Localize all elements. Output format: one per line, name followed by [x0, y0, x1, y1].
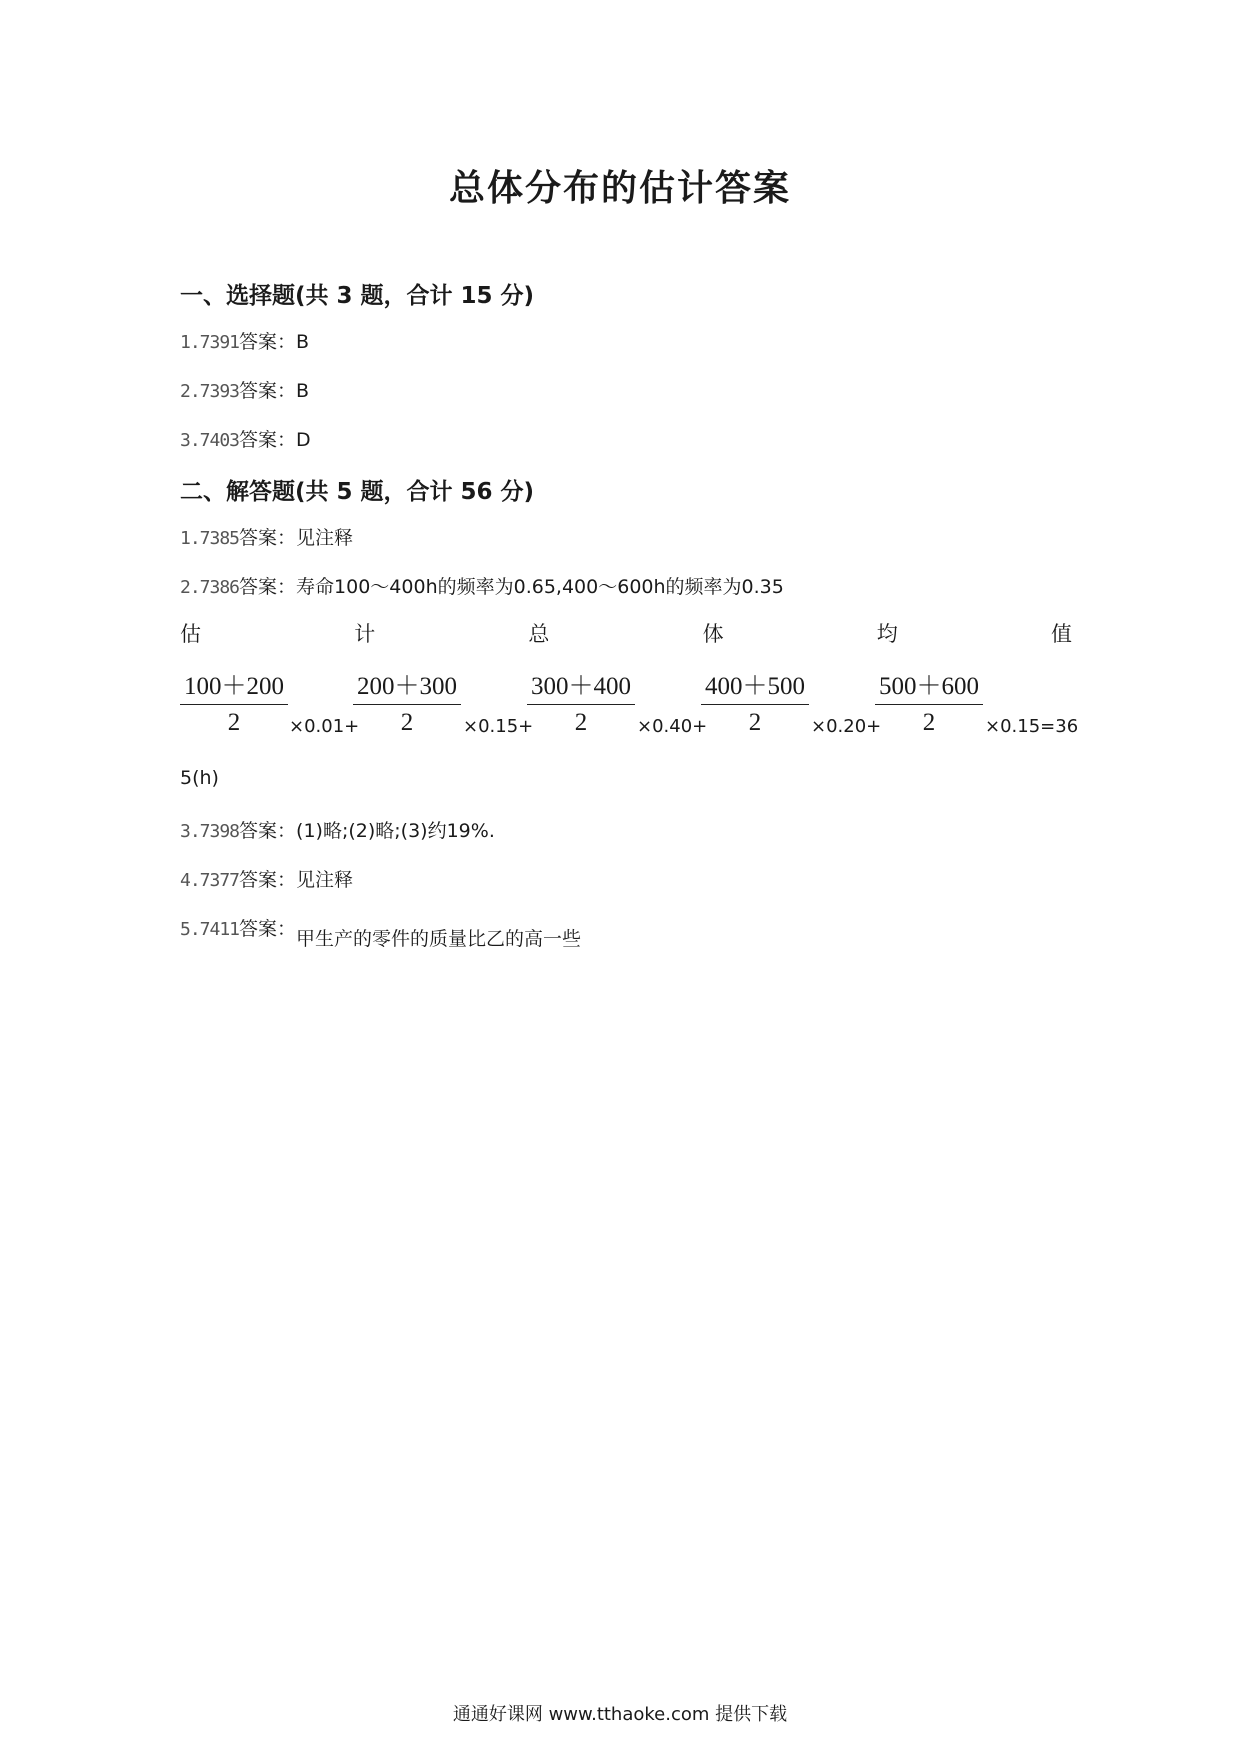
question-number: 3.7398 [180, 821, 240, 842]
answer-value: B [296, 380, 310, 402]
solution-line-4 [180, 865, 353, 892]
solution-line-1 [180, 523, 353, 550]
fraction-denominator: 2 [748, 709, 762, 736]
spread-char: 计 [354, 622, 376, 646]
solution-line-2 [180, 572, 784, 599]
fraction-denominator: 2 [574, 709, 588, 736]
answer-value: 甲生产的零件的质量比乙的高一些 [296, 928, 582, 950]
fraction-multiplier: ×0.15+ [463, 716, 534, 737]
answer-label: 答案： [239, 918, 297, 940]
answer-value: 见注释 [296, 869, 354, 891]
answer-label: 答案： [239, 820, 297, 842]
fraction-numerator: 500＋600 [875, 670, 983, 705]
spread-char: 值 [1050, 622, 1072, 646]
answer-label: 答案： [239, 527, 297, 549]
page-title: 总体分布的估计答案 [448, 168, 791, 209]
answer-label: 答案： [239, 429, 297, 451]
fraction-multiplier: ×0.15=36 [985, 716, 1079, 737]
answer-line-2 [180, 376, 309, 403]
fraction-3 [527, 670, 635, 741]
spread-char: 估 [180, 622, 201, 646]
spread-char: 体 [702, 622, 724, 646]
fraction-numerator: 400＋500 [701, 670, 809, 705]
question-number: 3.7403 [180, 430, 240, 451]
fraction-denominator: 2 [922, 709, 936, 736]
question-number: 1.7385 [180, 528, 240, 549]
answer-label: 答案： [239, 576, 297, 598]
question-number: 1.7391 [180, 332, 240, 353]
solution-line-3 [180, 816, 495, 843]
fraction-4 [701, 670, 809, 741]
answer-value: 寿命100～400h的频率为0.65,400～600h的频率为0.35 [296, 576, 784, 598]
footer-source: 通通好课网 www.tthaoke.com 提供下载 [452, 1704, 788, 1725]
answer-line-3 [180, 425, 311, 452]
answer-label: 答案： [239, 869, 297, 891]
estimate-mean-label [180, 618, 1072, 648]
answer-value: D [296, 429, 311, 451]
question-number: 4.7377 [180, 870, 240, 891]
fraction-multiplier: ×0.01+ [289, 716, 360, 737]
answer-value: (1)略;(2)略;(3)约19%. [296, 820, 495, 842]
fraction-multiplier: ×0.20+ [811, 716, 882, 737]
section-heading-solution: 二、解答题(共 5 题，合计 56 分) [180, 479, 535, 505]
fraction-2 [353, 670, 461, 741]
section-heading-choice: 一、选择题(共 3 题，合计 15 分) [180, 283, 535, 309]
fraction-numerator: 300＋400 [527, 670, 635, 705]
answer-label: 答案： [239, 331, 297, 353]
fraction-numerator: 100＋200 [180, 670, 288, 705]
question-number: 2.7386 [180, 577, 240, 598]
fraction-multiplier: ×0.40+ [637, 716, 708, 737]
fraction-numerator: 200＋300 [353, 670, 461, 705]
question-number: 5.7411 [180, 919, 240, 940]
spread-char: 均 [876, 622, 898, 646]
question-number: 2.7393 [180, 381, 240, 402]
solution-line-5 [180, 914, 582, 950]
answer-value: 见注释 [296, 527, 354, 549]
spread-char: 总 [528, 622, 550, 646]
fraction-denominator: 2 [400, 709, 414, 736]
fraction-5 [875, 670, 983, 741]
estimate-result-tail: 5(h) [180, 767, 219, 789]
fraction-1 [180, 670, 288, 741]
answer-label: 答案： [239, 380, 297, 402]
fraction-denominator: 2 [227, 709, 241, 736]
answer-line-1 [180, 327, 309, 354]
answer-value: B [296, 331, 310, 353]
